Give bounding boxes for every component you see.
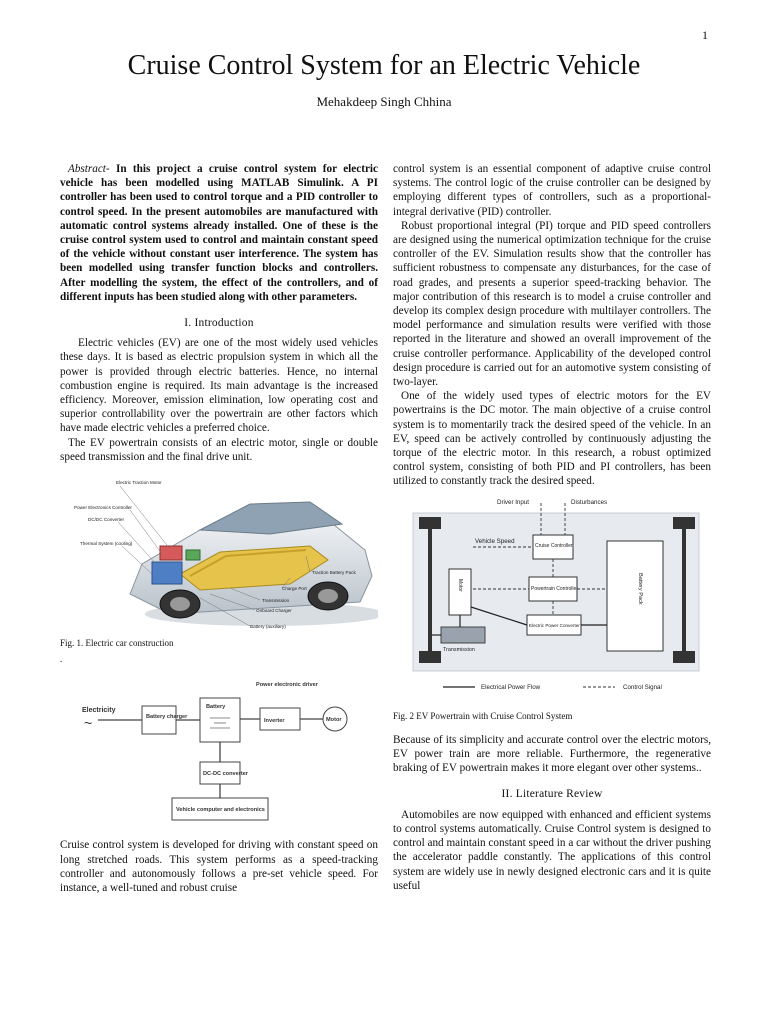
fig2-legend-power-label: Electrical Power Flow [481, 683, 541, 691]
fig2-battery-pack-label: Battery Pack [637, 572, 643, 605]
fig1-label-dcdc: DC/DC Converter [88, 517, 124, 523]
fig2-wheel [673, 651, 695, 663]
figure-power-block-diagram [60, 668, 378, 828]
intro-paragraph-2: The EV powertrain consists of an electric motor, single or double speed transmission and the final drive unit. [60, 436, 378, 463]
ac-source-icon: ~ [84, 715, 93, 732]
block-inverter-label: Inverter [264, 718, 285, 725]
author-name: Mehakdeep Singh Chhina [316, 94, 452, 109]
fig1-label-power-electronics: Power Electronics Controller [74, 505, 132, 511]
block-battery-charger-label: Battery charger [146, 714, 188, 721]
right-paragraph-3: One of the widely used types of electric motors for the EV powertrains is the DC motor. The main objective of a cruise control system is to momentarily track the desired speed of the vehicle. In an EV, speed can be actively controlled by continuously adjusting the torque of the electric motor. In this research, a robust optimized control system, consisting of both PID and PI controllers, has been utilized to constantly track the desired speed. [393, 390, 711, 488]
right-paragraph-4: Because of its simplicity and accurate control over the electric motors, EV power train are more reliable. Furthermore, the regenerative braking of EV powertrain makes it more elegant over other systems.. [393, 733, 711, 775]
fig2-wheel [419, 651, 441, 663]
block-battery-charger [142, 706, 176, 734]
fig1-label-aux-battery: Battery (auxiliary) [250, 624, 286, 630]
block-dcdc-label: DC-DC converter [203, 771, 249, 778]
fig2-transmission [441, 627, 485, 643]
fig2-wheel [673, 517, 695, 529]
block-battery-label: Battery [206, 704, 226, 711]
figure-1-caption: Fig. 1. Electric car construction [60, 638, 174, 649]
fig2-powertrain-controller-label: Powertrain Controller [531, 585, 578, 592]
block-vehicle-computer-label: Vehicle computer and electronics [176, 807, 265, 814]
abstract-label: Abstract- [68, 163, 110, 175]
figure-electric-car [60, 464, 378, 634]
fig2-epc-label: Electric Power Converter [529, 622, 580, 628]
fig2-wheel [419, 517, 441, 529]
fig2-vehicle-speed-label: Vehicle Speed [475, 537, 515, 545]
fig2-transmission-label: Transmission [443, 646, 475, 653]
figure-ev-powertrain [393, 497, 711, 707]
figure-1-stray-dot: . [60, 654, 63, 665]
section-heading-introduction: I. Introduction [184, 317, 254, 330]
right-column [393, 162, 711, 893]
abstract [60, 162, 378, 304]
fig2-legend-control-label: Control Signal [623, 683, 662, 691]
intro-paragraph-1: Electric vehicles (EV) are one of the most widely used vehicles these days. It is based as electric propulsion system in which all the power is provided through electric batteries. Hence, no internal combustion engine is required. Its main advantage is the increased efficiency. Moreover, emission elimination, low operating cost and superior controllability over the powertrain are other factors which have made electric vehicles a preferred choice. [60, 337, 378, 435]
right-paragraph-1: control system is an essential component of adaptive cruise control systems. The control logic of the cruise controller can be designed by employing different types of controllers, such as a proportional-integral derivative (PID) controller. [393, 163, 711, 218]
fig2-motor-label: Motor [457, 578, 463, 592]
fig1-label-thermal: Thermal System (cooling) [80, 541, 133, 547]
block-electricity-label: Electricity [82, 707, 116, 715]
fig1-label-charge-port: Charge Port [282, 586, 307, 592]
figure-2-caption: Fig. 2 EV Powertrain with Cruise Control System [393, 710, 573, 721]
fig1-label-transmission: Transmission [262, 598, 290, 604]
page-number: 1 [702, 28, 708, 42]
fig1-label-onboard-charger: Onboard Charger [256, 608, 292, 614]
abstract-text: In this project a cruise control system for electric vehicle has been modelled using MATLAB Simulink. A PI controller has been used to control torque and a PID controller to control speed. In the present automobiles are manufactured with automatic control systems already installed. One of these is the cruise control system used to control and maintain constant speed of the vehicle without constant user interference. The system has been modelled using transfer function blocks and controllers. After modelling the system, the effect of the controllers, and of different inputs has been studied along with other parameters. [60, 163, 378, 303]
left-column [60, 162, 378, 895]
paper-title: Cruise Control System for an Electric Vehicle [127, 50, 641, 81]
section-heading-literature-review: II. Literature Review [501, 788, 603, 801]
right-paragraph-5: Automobiles are now equipped with enhanced and efficient systems to control systems automatically. Cruise Control system is designed to control and maintain constant speed in a car without the driver pushing the accelerator paddle constantly. The applications of this control system are widely use in newly designed electronic cars and it is quite useful [393, 808, 711, 892]
fig2-front-axle [682, 529, 686, 651]
block-motor-label: Motor [326, 717, 342, 724]
fig2-disturbances-label: Disturbances [571, 498, 608, 506]
cruise-paragraph: Cruise control system is developed for driving with constant speed on long stretched roads. This system performs as a speed-tracking controller and autonomously follows a pre-set vehicle speed. For instance, a well-tuned and robust cruise [60, 839, 378, 895]
fig2-rear-axle [428, 529, 432, 651]
fig2-cruise-controller-label: Cruise Controller [535, 542, 573, 549]
fig1-label-traction-motor: Electric Traction Motor [116, 480, 162, 486]
right-paragraph-2: Robust proportional integral (PI) torque and PID speed controllers are designed using the numerical optimization technique for the cruise controller of the EV. Simulation results show that the controller has sufficient robustness to compensate any disturbances, for the case of road grades, and presents a superior speed-tracking behavior. The major contribution of this research is to model a cruise controller and develop its complex design procedure with multilayer controllers. The model performance and simulation results were verified with those reported in the literature and showed an overall improvement of the cruise controller performance. Applicability of the developed control design procedure is carried out for an automotive system consisting of two-layer. [393, 219, 711, 389]
fig2-driver-input-label: Driver Input [497, 498, 529, 506]
fig1-label-battery-pack: Traction Battery Pack [312, 570, 356, 576]
fig2-motor [449, 569, 471, 615]
block-power-driver-label: Power electronic driver [256, 682, 318, 689]
fig2-battery-pack [607, 541, 663, 651]
